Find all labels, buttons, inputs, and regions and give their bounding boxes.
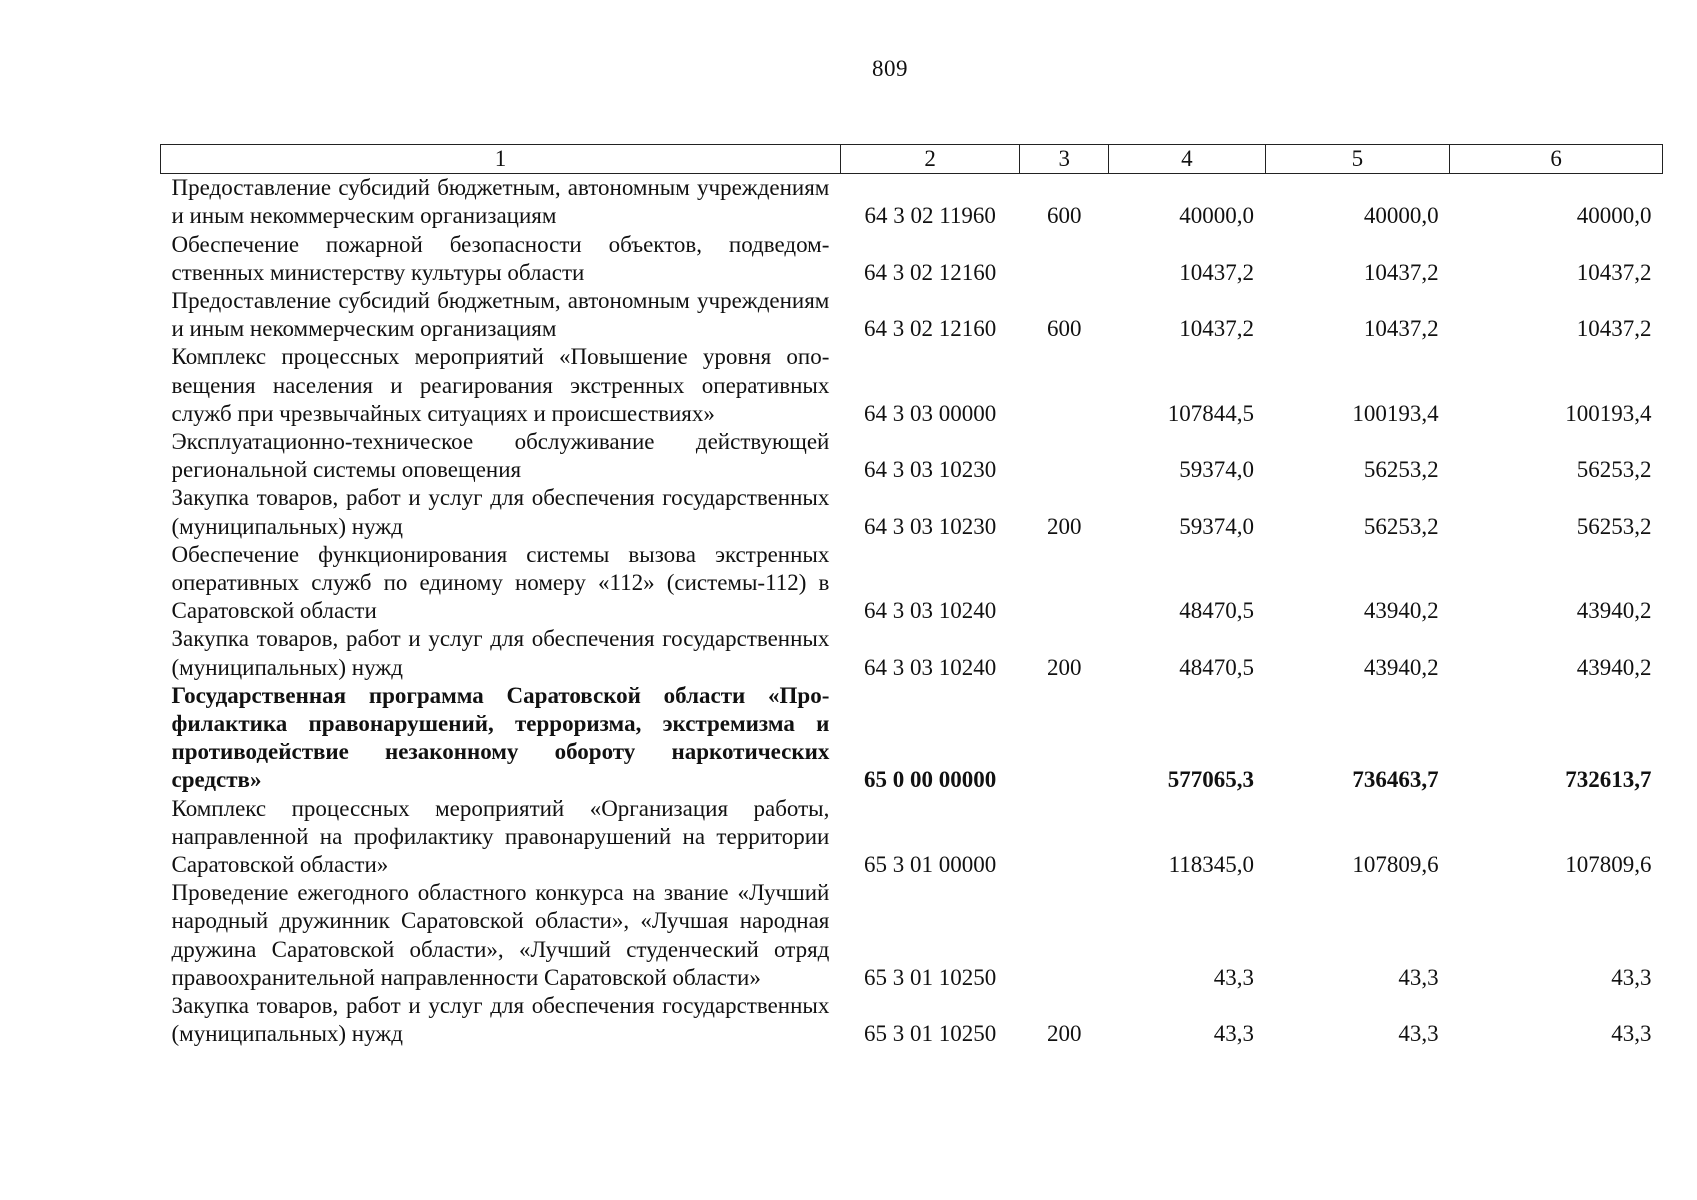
row-value-col4: 10437,2	[1179, 259, 1255, 285]
row-code: 65 3 01 10250	[864, 964, 997, 990]
row-expense-type	[1020, 541, 1109, 626]
row-value-col5: 43,3	[1398, 1021, 1439, 1047]
row-expense-type: 200	[1047, 1021, 1082, 1047]
budget-table	[160, 144, 1663, 1049]
header-row	[161, 145, 1663, 174]
row-name: Комплекс процессных мероприятий «Повышение уровня оповещения населения и реагирования экстренных оперативных служб при чрезвычайных ситуациях и происшествиях»	[171, 344, 830, 426]
row-expense-type	[1020, 428, 1109, 484]
row-name: Эксплуатационно-техническое обслуживание действующей региональной системы оповещения	[171, 429, 830, 483]
row-value-col6: 10437,2	[1576, 259, 1652, 285]
row-expense-type	[1020, 343, 1109, 428]
row-expense-type: 200	[1047, 513, 1082, 539]
table-row	[161, 682, 1663, 795]
row-code: 65 3 01 10250	[864, 1021, 997, 1047]
row-value-col4: 118345,0	[1168, 852, 1255, 878]
row-code: 64 3 03 00000	[864, 400, 997, 426]
table-body	[161, 174, 1663, 1049]
row-value-col5: 43940,2	[1363, 598, 1439, 624]
row-value-col5: 10437,2	[1363, 316, 1439, 342]
row-name: Предоставление субсидий бюджетным, автономным учреждениям и иным некоммерческим организациям	[171, 288, 830, 342]
row-expense-type: 600	[1047, 203, 1082, 229]
table-row	[161, 287, 1663, 343]
row-expense-type	[1020, 231, 1109, 287]
row-code: 65 0 00 00000	[864, 767, 997, 793]
page-number: 809	[872, 56, 908, 81]
row-value-col5: 40000,0	[1363, 203, 1439, 229]
row-value-col5: 56253,2	[1363, 457, 1439, 483]
row-name: Предоставление субсидий бюджетным, автономным учреждениям и иным некоммерческим организациям	[171, 175, 830, 229]
row-value-col5: 56253,2	[1363, 513, 1439, 539]
row-name: Комплекс процессных мероприятий «Организация работы, направленной на профилактику правонарушений на территории Саратовской области»	[171, 795, 830, 878]
row-value-col4: 59374,0	[1179, 513, 1255, 539]
row-expense-type	[1020, 879, 1109, 992]
row-code: 64 3 03 10230	[864, 513, 997, 539]
row-name: Государственная программа Саратовской области «Профилактика правонарушений, терроризма, экстремизма и противодействие незаконному обороту наркотических средств»	[171, 682, 830, 793]
row-value-col4: 40000,0	[1179, 203, 1255, 229]
table-row	[161, 343, 1663, 428]
table-row	[161, 625, 1663, 681]
row-name: Обеспечение функционирования системы вызова экстренных оперативных служб по единому номеру «112» (системы-112) в Саратовской области	[171, 541, 830, 624]
column-header-3: 3	[1020, 145, 1109, 174]
column-header-2: 2	[840, 145, 1020, 174]
row-value-col4: 59374,0	[1179, 457, 1255, 483]
row-value-col5: 100193,4	[1352, 400, 1439, 426]
row-value-col6: 43940,2	[1576, 654, 1652, 680]
row-name: Закупка товаров, работ и услуг для обеспечения государственных (муниципальных) нужд	[171, 626, 830, 680]
row-code: 64 3 03 10240	[864, 654, 997, 680]
row-expense-type	[1020, 795, 1109, 880]
row-name: Закупка товаров, работ и услуг для обеспечения государственных (муниципальных) нужд	[171, 993, 830, 1047]
row-expense-type: 200	[1047, 654, 1082, 680]
row-value-col4: 48470,5	[1179, 598, 1255, 624]
row-value-col4: 577065,3	[1167, 767, 1255, 793]
row-name: Проведение ежегодного областного конкурса на звание «Лучший народный дружинник Саратовской области», «Лучшая народная дружина Саратовской области», «Лучший студенческий отряд правоохранительной направленности Саратовской области»	[171, 880, 830, 990]
row-expense-type: 600	[1047, 316, 1082, 342]
row-code: 64 3 02 12160	[864, 316, 997, 342]
table-row	[161, 795, 1663, 880]
row-name: Закупка товаров, работ и услуг для обеспечения государственных (муниципальных) нужд	[171, 485, 830, 539]
table-header	[161, 145, 1663, 174]
row-value-col5: 10437,2	[1363, 259, 1439, 285]
row-code: 64 3 03 10230	[864, 457, 997, 483]
row-code: 64 3 03 10240	[864, 598, 997, 624]
table-row	[161, 484, 1663, 540]
row-value-col6: 100193,4	[1565, 400, 1652, 426]
row-value-col5: 107809,6	[1352, 852, 1439, 878]
table-row	[161, 174, 1663, 231]
row-code: 64 3 02 12160	[864, 259, 997, 285]
column-header-5: 5	[1265, 145, 1450, 174]
row-value-col5: 43,3	[1398, 964, 1439, 990]
row-value-col6: 43,3	[1611, 964, 1652, 990]
row-value-col6: 107809,6	[1565, 852, 1652, 878]
row-value-col4: 48470,5	[1179, 654, 1255, 680]
row-value-col5: 43940,2	[1363, 654, 1439, 680]
row-value-col6: 43940,2	[1576, 598, 1652, 624]
row-value-col6: 732613,7	[1565, 767, 1652, 793]
row-name: Обеспечение пожарной безопасности объектов, подведомственных министерству культуры области	[171, 231, 830, 285]
table-row	[161, 231, 1663, 287]
row-value-col4: 107844,5	[1167, 400, 1255, 426]
row-code: 64 3 02 11960	[864, 203, 996, 229]
row-expense-type	[1020, 682, 1109, 795]
row-value-col5: 736463,7	[1352, 767, 1439, 793]
column-header-6: 6	[1450, 145, 1663, 174]
row-value-col6: 43,3	[1611, 1021, 1652, 1047]
row-value-col6: 56253,2	[1576, 457, 1652, 483]
table-row	[161, 879, 1663, 992]
row-value-col6: 56253,2	[1576, 513, 1652, 539]
table-row	[161, 992, 1663, 1048]
row-code: 65 3 01 00000	[864, 852, 997, 878]
column-header-1: 1	[161, 145, 841, 174]
row-value-col4: 10437,2	[1179, 316, 1255, 342]
table-row	[161, 428, 1663, 484]
row-value-col6: 10437,2	[1576, 316, 1652, 342]
column-header-4: 4	[1109, 145, 1265, 174]
row-value-col6: 40000,0	[1576, 203, 1652, 229]
table-row	[161, 541, 1663, 626]
row-value-col4: 43,3	[1213, 1021, 1255, 1047]
row-value-col4: 43,3	[1213, 964, 1255, 990]
